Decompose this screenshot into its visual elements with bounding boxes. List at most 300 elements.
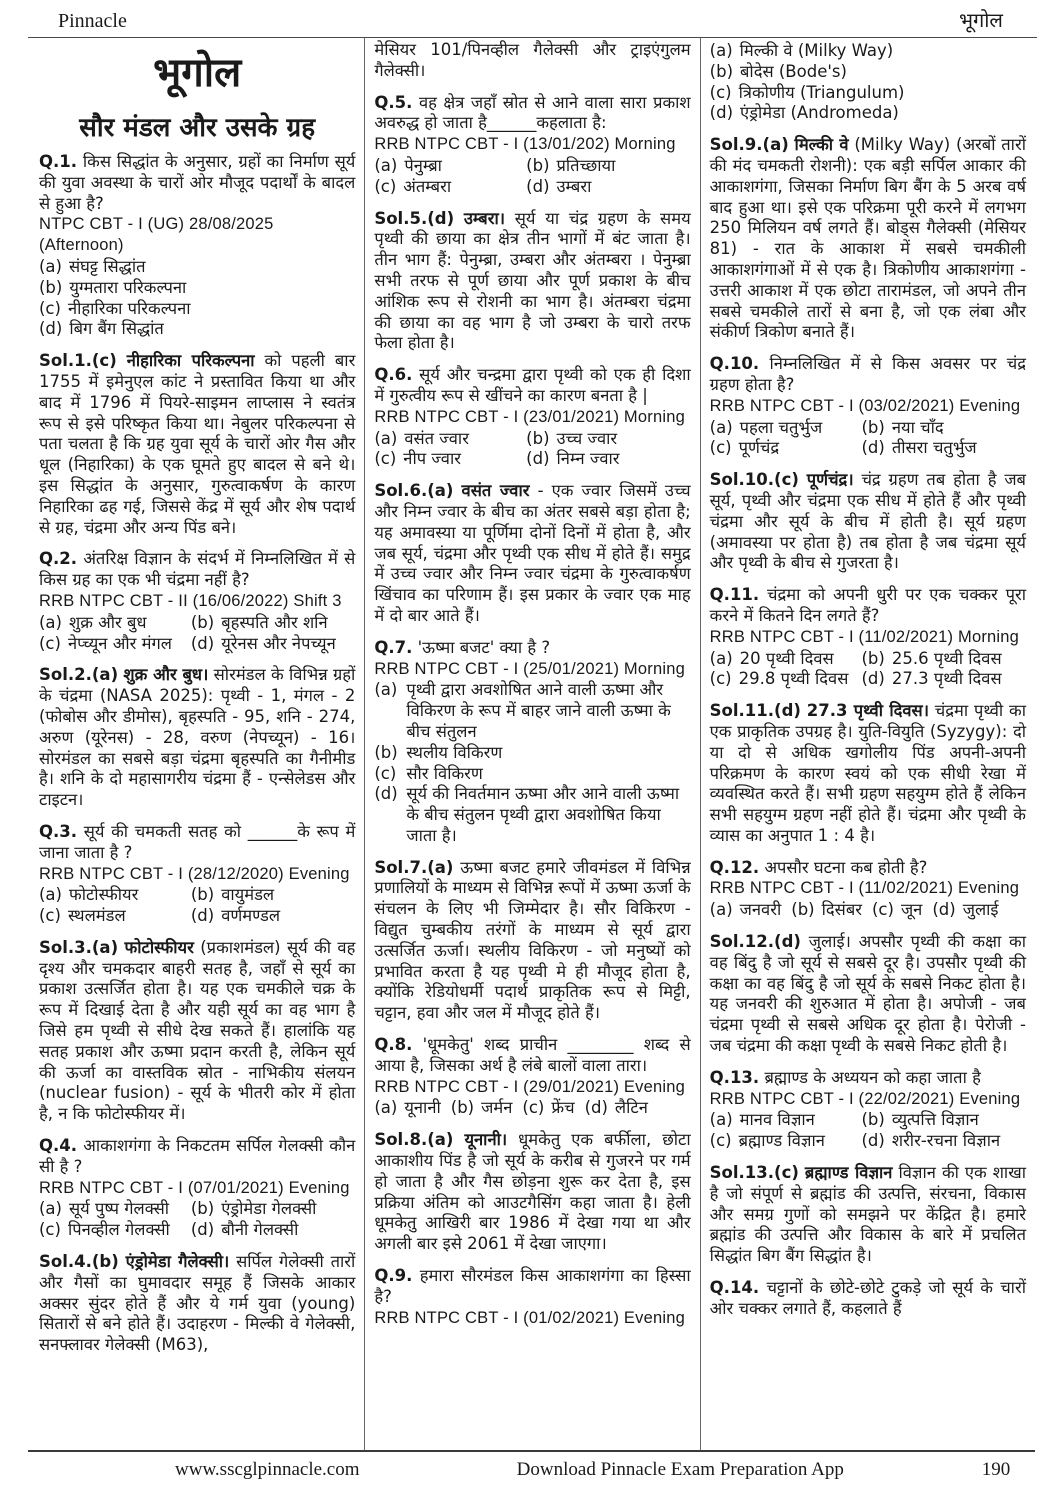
solution-answer: शुक्र और बुध। xyxy=(123,665,209,685)
option-text: 25.6 पृथ्वी दिवस xyxy=(891,648,1002,668)
option-label: (d) xyxy=(861,438,885,458)
exam-reference: RRB NTPC CBT - I (03/02/2021) Evening xyxy=(709,396,1021,415)
option-text: यूरेनस और नेपच्यून xyxy=(221,633,336,653)
exam-reference: RRB NTPC CBT - I (25/01/2021) Morning xyxy=(374,659,685,678)
question-line xyxy=(39,1136,355,1178)
option xyxy=(861,438,1025,459)
option xyxy=(374,156,526,177)
option xyxy=(522,1098,574,1119)
option xyxy=(39,299,355,320)
option xyxy=(39,634,191,655)
option-label: (d) xyxy=(190,906,215,926)
question-text: चट्टानों के छोटे-छोटे टुकड़े जो सूर्य के चारों ओर चक्कर लगाते हैं, कहलाते हैं xyxy=(709,1278,1026,1318)
option-label: (a) xyxy=(374,428,398,448)
question-block xyxy=(39,549,355,654)
option-text: एंड्रोमेडा गेलक्सी xyxy=(221,1199,317,1219)
question-block xyxy=(710,1278,1026,1320)
solution-answer: मिल्की वे xyxy=(794,135,849,155)
option-text: एंड्रोमेडा (Andromeda) xyxy=(740,103,899,123)
solution-text: (Milky Way) (अरबों तारों की मंद चमकती रोशनी): एक बड़ी सर्पिल आकार की आकाशगंगा, जिसका निर्माण बिग बैंग के 5 अरब वर्ष बाद हुआ था। इसे एक परिक्रमा पूरी करने में लगभग 250 मिलियन वर्ष लगते हैं। बोड्स गैलेक्सी (मेसियर 81) - रात के आकाश में सबसे चमकीली आकाशगंगाओं में से एक है। त्रिकोणीय आकाशगंगा - उत्तरी आकाश में एक छोटा तारामंडल, जो अपने तीन सबसे चमकीले तारों से बना है, जो एक लंबा और संकीर्ण त्रिकोण बनाते हैं। xyxy=(709,135,1026,342)
exam-reference: RRB NTPC CBT - I (11/02/2021) Morning xyxy=(709,627,1020,646)
solution-number: Sol.4.(b) xyxy=(39,1252,119,1272)
question-text: अंतरिक्ष विज्ञान के संदर्भ में निम्नलिखित में से किस ग्रह का एक भी चंद्रमा नहीं है? xyxy=(39,549,356,590)
question-text: हमारा सौरमंडल किस आकाशगंगा का हिस्सा है? xyxy=(374,1266,691,1306)
question-number: Q.11. xyxy=(709,585,760,605)
option-label: (c) xyxy=(709,82,732,102)
question-text: अपसौर घटना कब होती है? xyxy=(764,857,928,877)
option-text: दिसंबर xyxy=(821,900,862,920)
columns xyxy=(0,38,1061,1450)
solution-number: Sol.8.(a) xyxy=(374,1130,454,1150)
option-label: (c) xyxy=(374,176,397,196)
solution-text: सूर्य या चंद्र ग्रहण के समय पृथ्वी की छाया का क्षेत्र तीन भागों में बंट जाता है। तीन भाग हैं: पेनुम्ब्रा, उम्बरा और अंतम्बरा । पेनुम्ब्रा सभी तरफ से पूर्ण छाया और पूर्ण प्रकाश के बीच आंशिक रूप से रोशनी का भाग है। अंतम्बरा चंद्रमा की छाया का वह भाग है जो उम्बरा के चारो तरफ फेला होता है। xyxy=(374,208,691,353)
question-line xyxy=(710,585,1026,627)
option-label: (c) xyxy=(39,1220,61,1240)
option xyxy=(374,449,526,470)
option xyxy=(791,900,862,921)
option-text: बोदेस (Bode's) xyxy=(740,61,847,81)
question-line xyxy=(39,549,355,591)
options-list xyxy=(39,1199,355,1241)
question-text: ब्रह्माण्ड के अध्ययन को कहा जाता है xyxy=(764,1067,981,1087)
question-block xyxy=(374,1035,690,1119)
solution-text: ऊष्मा बजट हमारे जीवमंडल में विभिन्न प्रणालियों के माध्यम से विभिन्न रूपों में ऊष्मा ऊर्जा के संचलन के लिए भी जिम्मेदार है। सौर विकिरण - विद्युत चुम्बकीय तरंगों के माध्यम से सूर्य द्वारा उत्सर्जित ऊर्जा। स्थलीय विकिरण - जो मनुष्यों को प्रभावित करता है यह पृथ्वी मे ही मौजूद होता है, क्योंकि रेडियोधर्मी पदार्थ प्राकृतिक रूप से मिट्टी, चट्टान, हवा और जल में मौजूद होते हैं। xyxy=(374,857,691,1023)
option-text: नीहारिका परिकल्पना xyxy=(67,298,191,318)
option-text: युग्मतारा परिकल्पना xyxy=(69,277,187,297)
option-label: (b) xyxy=(861,417,885,437)
solution-answer: उम्बरा। xyxy=(463,208,505,228)
option-text: तीसरा चतुर्भुज xyxy=(891,438,977,458)
exam-reference: RRB NTPC CBT - I (01/02/2021) Evening xyxy=(374,1308,685,1327)
option-text: पूर्णचंद्र xyxy=(738,438,780,458)
option xyxy=(526,177,690,198)
exam-reference: RRB NTPC CBT - I (11/02/2021) Evening xyxy=(709,879,1020,898)
options-list xyxy=(710,41,1026,124)
question-number: Q.13. xyxy=(709,1067,760,1087)
option xyxy=(710,103,1026,124)
option xyxy=(710,669,862,690)
question-line xyxy=(374,1035,690,1077)
solution-answer: फोटोस्फीयर xyxy=(124,937,194,957)
option-label: (d) xyxy=(374,784,398,804)
option-text: 20 पृथ्वी दिवस xyxy=(739,648,834,668)
option xyxy=(374,743,690,764)
option xyxy=(191,634,355,655)
option-label: (d) xyxy=(709,103,734,123)
option xyxy=(374,784,690,846)
solution-text: जुलाई। अपसौर पृथ्वी की कक्षा का वह बिंदु है जो सूर्य से सबसे दूर है। उपसौर पृथ्वी की कक्षा का वह बिंदु है जो सूर्य के सबसे निकट होता है। यह जनवरी की शुरुआत में होता है। अपोजी - जब चंद्रमा पृथ्वी से सबसे अधिक दूर होता है। पेरोजी - जब चंद्रमा की कक्षा पृथ्वी के सबसे निकट होती है। xyxy=(709,932,1026,1056)
solution-number: Sol.10.(c) xyxy=(709,470,799,490)
exam-reference: RRB NTPC CBT - I (07/01/2021) Evening xyxy=(39,1178,350,1197)
options-list xyxy=(710,418,1026,460)
option-text: सौर विकिरण xyxy=(406,763,483,783)
option xyxy=(191,885,355,906)
question-line xyxy=(374,93,690,135)
option-label: (d) xyxy=(526,449,550,469)
option-text: निम्न ज्वार xyxy=(556,449,620,469)
solution-block xyxy=(39,938,355,1125)
solution-text: - एक ज्वार जिसमें उच्च और निम्न ज्वार के बीच का अंतर सबसे बड़ा होता है; यह अमावस्या या पूर्णिमा दोनों दिनों में होता है, और जब सूर्य, चंद्रमा और पृथ्वी एक सीध में होते हैं। समुद्र में उच्च ज्वार और निम्न ज्वार चंद्रमा के गुरुत्वाकर्षण खिंचाव का परिणाम हैं। इस प्रकार के ज्वार एक माह में दो बार आते हैं। xyxy=(374,481,691,625)
option-text: प्रतिच्छाया xyxy=(556,155,616,175)
solution-number: Sol.1.(c) xyxy=(39,351,117,371)
option-text: जुलाई xyxy=(962,900,999,920)
option-text: बौनी गेलक्सी xyxy=(221,1220,299,1240)
option-label: (d) xyxy=(861,1131,885,1151)
option-label: (b) xyxy=(374,742,398,762)
option-text: शरीर-रचना विज्ञान xyxy=(891,1131,1001,1151)
solution-number: Sol.11.(d) xyxy=(709,701,801,721)
question-number: Q.2. xyxy=(39,549,78,569)
option-text: संघट्ट सिद्धांत xyxy=(69,256,146,276)
option-label: (a) xyxy=(709,41,733,60)
question-number: Q.10. xyxy=(709,354,760,374)
option-label: (d) xyxy=(190,1220,215,1240)
option-label: (a) xyxy=(709,417,733,437)
option-label: (a) xyxy=(39,612,62,632)
option-text: मिल्की वे (Milky Way) xyxy=(739,41,894,60)
question-block xyxy=(39,152,355,340)
options-list xyxy=(710,649,1026,691)
option-label: (c) xyxy=(374,763,397,783)
options-list xyxy=(39,613,355,655)
option-text: नया चाँद xyxy=(891,417,944,437)
question-line xyxy=(39,822,355,864)
question-number: Q.1. xyxy=(39,152,78,171)
question-number: Q.7. xyxy=(374,637,413,657)
question-block xyxy=(710,585,1026,690)
question-block xyxy=(374,365,690,470)
option-label: (b) xyxy=(861,1110,885,1130)
option-text: लैटिन xyxy=(614,1098,648,1118)
footer-app-note: Download Pinnacle Exam Preparation App xyxy=(516,1459,844,1480)
option-label: (b) xyxy=(190,612,215,632)
option-label: (d) xyxy=(526,176,550,196)
solution-text: चंद्र ग्रहण तब होता है जब सूर्य, पृथ्वी और चंद्रमा एक सीध में होते हैं और पृथ्वी चंद्रमा और सूर्य के बीच में होती है। सूर्य ग्रहण (अमावस्या पर होता है) तब होता है जब चंद्रमा सूर्य और पृथ्वी के बीच से गुजरता है। xyxy=(709,470,1026,573)
solution-text: को पहली बार 1755 में इमेनुएल कांट ने प्रस्तावित किया था और बाद में 1796 में पियरे-साइमन लाप्लास ने स्वतंत्र रूप से इसे परिष्कृत किया था। नेबुलर परिकल्पना से पता चलता है कि ग्रह युवा सूर्य के चारों ओर गैस और धूल (निहारिका) के एक घूमते हुए बादल से बने थे। इस सिद्धांत के अनुसार, गुरुत्वाकर्षण के कारण निहारिका ढह गई, जिससे केंद्र में सूर्य और शेष पदार्थ से ग्रह, चंद्रमा और अन्य पिंड बने। xyxy=(39,351,356,537)
options-list xyxy=(374,429,690,471)
solution-number: Sol.3.(a) xyxy=(39,937,119,957)
option xyxy=(374,680,690,742)
question-text: निम्नलिखित में से किस अवसर पर चंद्र ग्रहण होता है? xyxy=(709,354,1026,394)
option-label: (a) xyxy=(709,648,733,668)
column-2 xyxy=(364,38,699,1450)
option-text: नेप्च्यून और मंगल xyxy=(67,633,172,653)
option xyxy=(191,906,355,927)
option-label: (d) xyxy=(190,633,215,653)
question-number: Q.3. xyxy=(39,821,78,841)
option-text: शुक्र और बुध xyxy=(69,612,147,632)
solution-answer: यूनानी। xyxy=(464,1130,508,1150)
page-number: 190 xyxy=(981,1459,1011,1480)
option-label: (c) xyxy=(522,1098,545,1118)
option xyxy=(861,418,1025,439)
question-line xyxy=(374,638,690,659)
option-label: (a) xyxy=(39,256,62,276)
question-block xyxy=(710,858,1026,921)
option-label: (a) xyxy=(709,1110,733,1130)
option xyxy=(861,1110,1025,1131)
solution-block xyxy=(710,701,1026,847)
option xyxy=(861,649,1025,670)
option-text: स्थलमंडल xyxy=(67,906,126,926)
option-label: (c) xyxy=(709,669,732,689)
exam-reference: RRB NTPC CBT - I (28/12/2020) Evening xyxy=(39,864,350,883)
option xyxy=(710,900,782,921)
option-label: (b) xyxy=(450,1098,475,1118)
option xyxy=(374,177,526,198)
exam-reference: RRB NTPC CBT - I (13/01/202) Morning xyxy=(374,135,676,154)
question-block xyxy=(710,354,1026,459)
question-text: 'धूमकेतु' शब्द प्राचीन ________ शब्द से आया है, जिसका अर्थ है लंबे बालों वाला तारा। xyxy=(374,1035,691,1075)
solution-answer: एंड्रोमेडा गैलेक्सी। xyxy=(125,1252,230,1272)
option-text: वसंत ज्वार xyxy=(404,428,469,448)
solution-block xyxy=(374,481,690,627)
option-label: (a) xyxy=(39,1199,62,1219)
chapter-subtitle: सौर मंडल और उसके ग्रह xyxy=(79,113,316,143)
option-label: (c) xyxy=(709,438,732,458)
option-text: ब्रह्माण्ड विज्ञान xyxy=(738,1131,825,1151)
solution-number: Sol.6.(a) xyxy=(374,481,454,501)
option-label: (c) xyxy=(871,900,894,920)
solution-number: Sol.12.(d) xyxy=(709,932,801,952)
option-label: (a) xyxy=(374,155,398,175)
question-text: सूर्य की चमकती सतह को ______के रूप में जाना जाता है ? xyxy=(39,821,356,862)
option xyxy=(710,62,1026,83)
solution-block xyxy=(39,351,355,538)
solution-block xyxy=(710,470,1026,574)
option-label: (c) xyxy=(374,449,397,469)
option-label: (d) xyxy=(861,669,885,689)
option xyxy=(710,1131,862,1152)
option-text: पृथ्वी द्वारा अवशोषित आने वाली ऊष्मा और विकिरण के रूप में बाहर जाने वाली ऊष्मा के बीच संतुलन xyxy=(406,680,671,741)
question-line xyxy=(374,365,690,407)
option xyxy=(191,613,355,634)
question-number: Q.4. xyxy=(39,1136,78,1156)
option xyxy=(710,83,1026,104)
option xyxy=(526,156,690,177)
solution-answer: 27.3 पृथ्वी दिवस। xyxy=(806,701,929,721)
options-list xyxy=(39,885,355,927)
option-label: (c) xyxy=(709,1131,732,1151)
option xyxy=(191,1220,355,1241)
option-label: (a) xyxy=(374,1098,398,1118)
question-line xyxy=(39,152,355,214)
continuation-paragraph: मेसियर 101/पिनव्हील गैलेक्सी और ट्राइएंगुलम गैलेक्सी। xyxy=(374,40,691,80)
question-block xyxy=(374,1266,690,1328)
column-3 xyxy=(700,38,1035,1450)
option xyxy=(451,1098,513,1119)
option-text: उच्च ज्वार xyxy=(556,428,618,448)
option xyxy=(39,906,191,927)
question-text: सूर्य और चन्द्रमा द्वारा पृथ्वी को एक ही दिशा में गुरुत्वीय रूप से खींचने का कारण बनता है | xyxy=(374,365,691,405)
solution-block xyxy=(374,858,690,1024)
options-list xyxy=(374,1098,690,1119)
exam-reference: RRB NTPC CBT - I (29/01/2021) Evening xyxy=(374,1077,685,1096)
option-label: (b) xyxy=(39,277,63,297)
option-text: स्थलीय विकिरण xyxy=(406,742,503,762)
option-text: अंतम्बरा xyxy=(403,176,452,196)
column-1 xyxy=(30,38,364,1450)
option-label: (d) xyxy=(584,1098,608,1118)
question-text: 'ऊष्मा बजट' क्या है ? xyxy=(417,637,551,657)
options-list xyxy=(374,680,690,846)
option xyxy=(710,649,862,670)
options-list xyxy=(39,257,355,340)
question-text: वह क्षेत्र जहाँ स्रोत से आने वाला सारा प्रकाश अवरुद्ध हो जाता है______कहलाता है: xyxy=(374,92,691,133)
solution-text: चंद्रमा पृथ्वी का एक प्राकृतिक उपग्रह है। युति-वियुति (Syzygy): दो या दो से अधिक खगोलीय पिंड अपनी-अपनी परिक्रमण के कारण स्वयं को एक सीधी रेखा में व्यवस्थित करते हैं। सभी ग्रहण सहयुग्म होते हैं लेकिन सभी सहयुग्म ग्रहण नहीं होते हैं। चंद्रमा और पृथ्वी के व्यास का अनुपात 1 : 4 है। xyxy=(709,701,1026,845)
option xyxy=(710,438,862,459)
question-number: Q.6. xyxy=(374,365,413,385)
option-label: (b) xyxy=(861,648,885,668)
option-label: (c) xyxy=(39,906,61,926)
option-label: (b) xyxy=(190,885,215,905)
exam-reference: RRB NTPC CBT - I (22/02/2021) Evening xyxy=(709,1089,1021,1108)
option-label: (d) xyxy=(932,900,956,920)
solution-text: (प्रकाशमंडल) सूर्य की वह दृश्य और चमकदार बाहरी सतह है, जहाँ से सूर्य का प्रकाश उत्सर्जित होता है। यह एक चमकीले चक्र के रूप में दिखाई देता है और यही सूर्य का वह भाग है जिसे हम पृथ्वी से सीधे देख सकते हैं। हालांकि यह सतह प्रकाश और ऊष्मा प्रदान करती है, लेकिन सूर्य की ऊर्जा का वास्तविक स्रोत - नाभिकीय संलयन (nuclear fusion) - सूर्य के भीतरी कोर में होता है, न कि फोटोस्फीयर में। xyxy=(39,937,356,1124)
option xyxy=(872,900,922,921)
question-number: Q.5. xyxy=(374,92,413,112)
options-list xyxy=(710,1110,1026,1152)
option-label: (b) xyxy=(526,155,550,175)
option xyxy=(526,429,690,450)
question-text: चंद्रमा को अपनी धुरी पर एक चक्कर पूरा करने में कितने दिन लगते हैं? xyxy=(709,585,1026,625)
option xyxy=(861,669,1025,690)
page-header xyxy=(0,0,1061,35)
question-block xyxy=(374,638,690,847)
solution-answer: ब्रह्माण्ड विज्ञान xyxy=(804,1163,893,1183)
option-label: (a) xyxy=(709,900,733,920)
question-options-block xyxy=(710,41,1026,124)
option-label: (b) xyxy=(791,900,815,920)
exam-reference: RRB NTPC CBT - I (23/01/2021) Morning xyxy=(374,407,685,426)
solution-number: Sol.2.(a) xyxy=(39,665,119,685)
option-text: 27.3 पृथ्वी दिवस xyxy=(891,669,1002,689)
option-text: बृहस्पति और शनि xyxy=(221,612,328,632)
option-text: त्रिकोणीय (Triangulum) xyxy=(738,82,905,102)
solution-number: Sol.5.(d) xyxy=(374,208,455,228)
option-text: नीप ज्वार xyxy=(403,449,461,469)
brand-name: Pinnacle xyxy=(58,10,127,32)
option xyxy=(861,1131,1025,1152)
solution-block xyxy=(39,665,355,811)
option xyxy=(39,1199,191,1220)
option-text: व्युत्पत्ति विज्ञान xyxy=(891,1110,979,1130)
option-text: सूर्य की निवर्तमान ऊष्मा और आने वाली ऊष्मा के बीच संतुलन पृथ्वी द्वारा अवशोषित किया जाता है। xyxy=(406,784,680,845)
option xyxy=(39,319,355,340)
solution-text: सर्पिल गेलेक्सी तारों और गैसों का घुमावदार समूह हैं जिसके आकार अक्सर सुंदर होते हैं और ये गर्म युवा (young) सितारों से बने होते हैं। उदाहरण - मिल्की वे गेलेक्सी, सनफ्लावर गेलेक्सी (M63), xyxy=(39,1252,356,1355)
option-label: (a) xyxy=(39,885,62,905)
option xyxy=(710,418,862,439)
option-text: यूनानी xyxy=(404,1098,441,1118)
option-text: जर्मन xyxy=(481,1098,513,1118)
question-block xyxy=(39,822,355,927)
option xyxy=(39,885,191,906)
solution-block xyxy=(374,209,690,355)
option-text: 29.8 पृथ्वी दिवस xyxy=(738,669,849,689)
solution-block xyxy=(374,1130,690,1255)
solution-number: Sol.9.(a) xyxy=(709,135,789,155)
option xyxy=(374,764,690,785)
question-block xyxy=(374,93,690,198)
question-block xyxy=(39,1136,355,1241)
solution-number: Sol.7.(a) xyxy=(374,857,454,877)
question-number: Q.8. xyxy=(374,1035,413,1055)
options-list xyxy=(374,156,690,198)
option-text: फ्रेंच xyxy=(551,1098,575,1118)
option-label: (c) xyxy=(39,298,61,318)
question-number: Q.9. xyxy=(374,1266,413,1286)
chapter-title: भूगोल xyxy=(153,50,242,96)
option-text: जनवरी xyxy=(739,900,782,920)
solution-block xyxy=(710,932,1026,1057)
option xyxy=(39,613,191,634)
exam-reference: NTPC CBT - I (UG) 28/08/2025 (Afternoon) xyxy=(39,215,274,255)
option-label: (b) xyxy=(190,1199,215,1219)
option-text: बिग बैंग सिद्धांत xyxy=(69,319,164,339)
option xyxy=(39,257,355,278)
solution-number: Sol.13.(c) xyxy=(709,1163,799,1183)
option xyxy=(191,1199,355,1220)
solution-answer: पूर्णचंद्र। xyxy=(806,470,854,490)
option xyxy=(374,1098,440,1119)
solution-answer: नीहारिका परिकल्पना xyxy=(126,351,255,371)
option xyxy=(710,41,1026,62)
option-label: (c) xyxy=(39,633,61,653)
option-label: (d) xyxy=(39,319,63,339)
option-text: फोटोस्फीयर xyxy=(69,885,139,905)
header-chapter-label: भूगोल xyxy=(958,10,1003,32)
question-line xyxy=(710,354,1026,396)
solution-block xyxy=(39,1252,355,1356)
solution-block xyxy=(710,1163,1026,1267)
option xyxy=(374,429,526,450)
option-text: उम्बरा xyxy=(556,176,592,196)
question-number: Q.14. xyxy=(709,1278,760,1298)
option-text: सूर्य पुष्प गेलक्सी xyxy=(69,1199,170,1219)
option-text: वर्णमण्डल xyxy=(221,906,281,926)
question-number: Q.12. xyxy=(709,857,760,877)
solution-answer: वसंत ज्वार xyxy=(461,481,530,501)
option xyxy=(39,1220,191,1241)
option xyxy=(585,1098,648,1119)
option-text: मानव विज्ञान xyxy=(739,1110,815,1130)
solution-text: सोरमंडल के विभिन्न ग्रहों के चंद्रमा (NASA 2025): पृथ्वी - 1, मंगल - 2 (फोबोस और डीमोस), बृहस्पति - 95, शनि - 274, अरुण (यूरेनस) - 28, वरुण (नेपच्यून) - 16। सोरमंडल का सबसे बड़ा चंद्रमा बृहस्पति का गैनीमीड है। शनि के दो महासागरीय चंद्रमा हैं - एन्सेलेडस और टाइटन। xyxy=(39,665,356,810)
question-line xyxy=(710,1278,1026,1320)
solution-text: धूमकेतु एक बर्फीला, छोटा आकाशीय पिंड है जो सूर्य के करीब से गुजरने पर गर्म हो जाता है और गैस छोड़ना शुरू कर देता है, इस प्रक्रिया अंतिम को आउटगैसिंग कहा जाता है। हेली धूमकेतु आखिरी बार 1986 में देखा गया था और अगली बार इसे 2061 में देखा जाएगा। xyxy=(374,1130,691,1254)
question-line xyxy=(710,1068,1026,1089)
option-label: (a) xyxy=(374,680,398,700)
option xyxy=(526,449,690,470)
footer-website: www.sscglpinnacle.com xyxy=(175,1459,360,1480)
option-text: जून xyxy=(900,900,923,920)
option-text: पेनुम्ब्रा xyxy=(404,155,442,175)
solution-block xyxy=(710,135,1026,343)
question-text: किस सिद्धांत के अनुसार, ग्रहों का निर्माण सूर्य की युवा अवस्था के चारों ओर मौजूद पदार्थों के बादल से हुआ है? xyxy=(39,152,356,213)
exam-reference: RRB NTPC CBT - II (16/06/2022) Shift 3 xyxy=(39,591,342,610)
option-label: (b) xyxy=(709,61,734,81)
option xyxy=(932,900,998,921)
question-line xyxy=(374,1266,690,1308)
option-text: पहला चतुर्भुज xyxy=(739,417,823,437)
question-text: आकाशगंगा के निकटतम सर्पिल गेलक्सी कौन सी है ? xyxy=(39,1136,356,1176)
option-text: पिनव्हील गेलक्सी xyxy=(67,1220,170,1240)
question-block xyxy=(710,1068,1026,1152)
option-text: वायुमंडल xyxy=(221,885,275,905)
option xyxy=(710,1110,862,1131)
solution-text: विज्ञान की एक शाखा है जो संपूर्ण से ब्रह्मांड की उत्पत्ति, संरचना, विकास और समग्र गुणों को समझने पर केंद्रित है। हमारे ब्रह्मांड की उत्पत्ति और विकास के बारे में प्रचलित सिद्धांत बिग बैंग सिद्धांत है। xyxy=(709,1163,1026,1266)
page-footer xyxy=(0,1452,1061,1481)
question-line xyxy=(710,858,1026,879)
